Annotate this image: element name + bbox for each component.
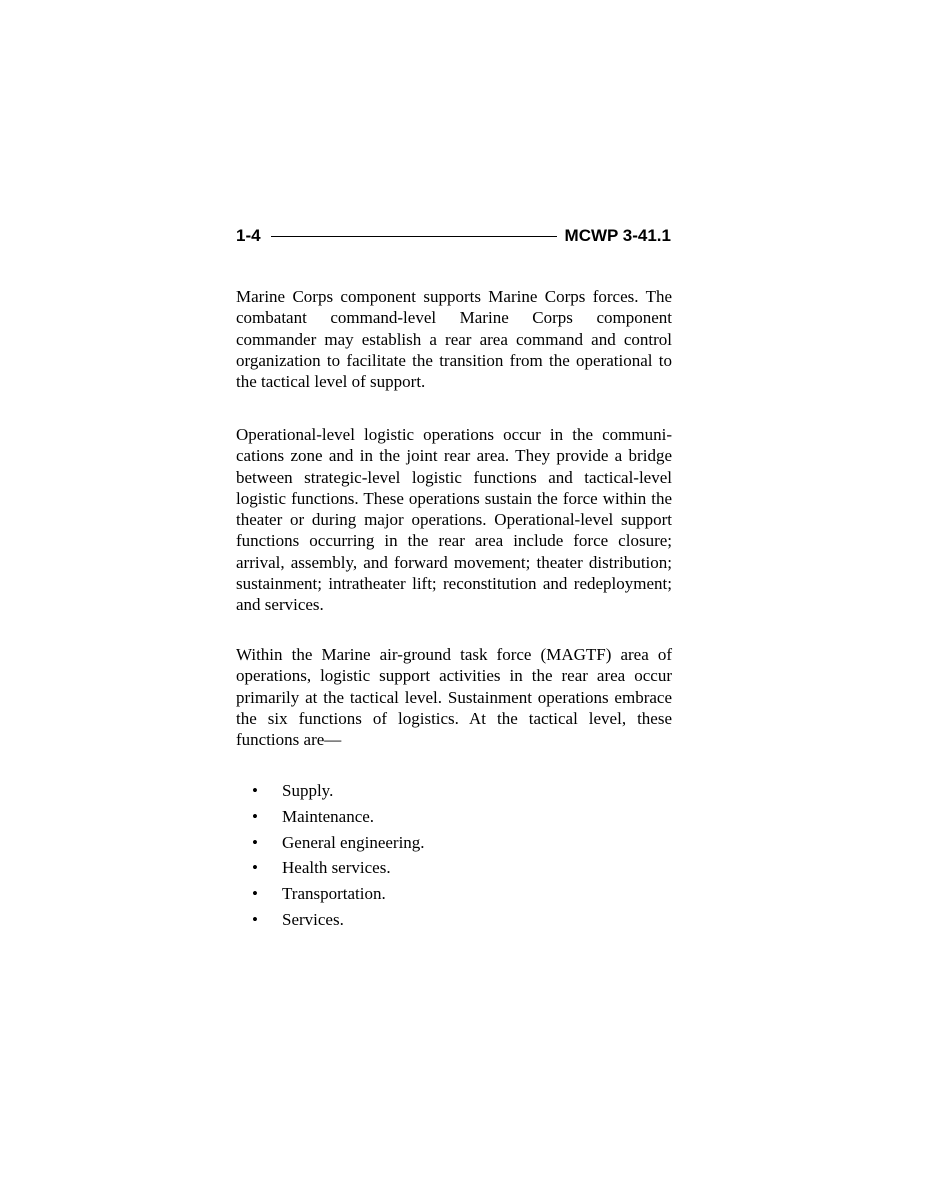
list-item xyxy=(252,830,672,856)
bullet-icon: • xyxy=(252,781,258,800)
paragraph-marine-corps-component: Marine Corps component supports Marine Corps forces. The combatant command-level Marine Corps component commander may establish a rear area command and control organization to facilitate the transition from the operational to the tactical level of support. xyxy=(236,287,672,392)
page-number: 1-4 xyxy=(236,226,261,245)
paragraph-operational-level: Operational-level logistic operations occur in the communications zone and in the joint rear area. They provide a bridge between strategic-level logistic functions and tactical-level logistic functions. These operations sustain the force within the theater or during major operations. Operational-level support functions occurring in the rear area include force closure; arrival, assembly, and forward movement; theater distribution; sustainment; intratheater lift; reconstitution and redeployment; and services. xyxy=(236,425,672,615)
list-item xyxy=(252,855,672,881)
bullet-icon: • xyxy=(252,884,258,904)
bullet-icon: • xyxy=(252,806,258,826)
bullet-icon: • xyxy=(252,858,258,878)
bullet-icon: • xyxy=(252,909,258,929)
list-item xyxy=(252,907,672,933)
list-item-text: Health services. xyxy=(282,858,391,878)
list-item-text: Transportation. xyxy=(282,884,386,904)
list-item-text: Maintenance. xyxy=(282,806,375,826)
publication-id: MCWP 3-41.1 xyxy=(564,226,671,245)
list-item xyxy=(252,804,672,830)
bullet-icon: • xyxy=(252,832,258,852)
list-item-text: Services. xyxy=(282,909,344,929)
list-item-text: Supply. xyxy=(282,781,334,800)
header-rule xyxy=(271,236,557,237)
list-item xyxy=(252,881,672,907)
list-item xyxy=(252,778,672,804)
running-header xyxy=(236,224,671,248)
paragraph-magtf-area: Within the Marine air-ground task force (MAGTF) area of operations, logistic support activities in the rear area occur primarily at the tactical level. Sustainment operations embrace the six functions of logistics. At the tactical level, these functions are— xyxy=(236,645,672,750)
list-item-text: General engineering. xyxy=(282,832,425,852)
logistics-functions-list xyxy=(252,778,672,933)
